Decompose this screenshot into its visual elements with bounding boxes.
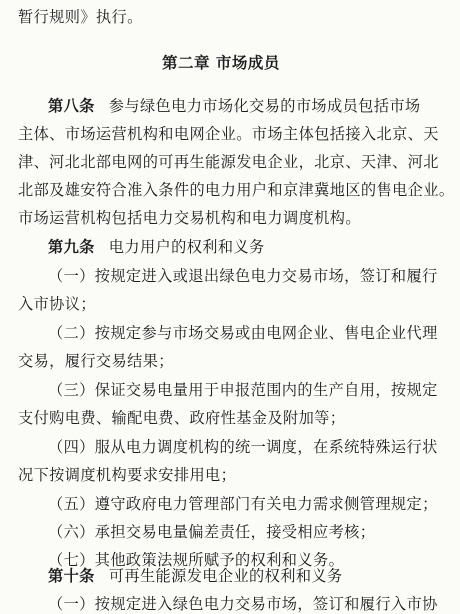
- article-8-number: 第八条: [48, 97, 95, 115]
- article-9-item-1-line-1: （一）按规定进入或退出绿色电力交易市场，签订和履行: [48, 267, 438, 285]
- article-8-line-4: 北部及雄安符合准入条件的电力用户和京津冀地区的售电企业。: [18, 181, 455, 199]
- article-8-line-2: 主体、市场运营机构和电网企业。市场主体包括接入北京、天: [18, 125, 439, 143]
- chapter-heading: 第二章 市场成员: [162, 54, 280, 72]
- article-8-text: 参与绿色电力市场化交易的市场成员包括市场: [108, 97, 421, 115]
- article-9-item-1-line-2: 入市协议；: [18, 295, 96, 313]
- article-9-item-7: （七）其他政策法规所赋予的权利和义务。: [48, 551, 345, 569]
- article-9-title: 电力用户的权利和义务: [108, 238, 265, 256]
- article-10-title: 可再生能源发电企业的权利和义务: [108, 567, 343, 585]
- article-9-item-5: （五）遵守政府电力管理部门有关电力需求侧管理规定；: [48, 495, 438, 513]
- article-9-item-6: （六）承担交易电量偏差责任，接受相应考核；: [48, 523, 376, 541]
- article-10-item-1-line-1: （一）按规定进入绿色电力交易市场，签订和履行入市协: [48, 595, 438, 613]
- article-8-line-3: 津、河北北部电网的可再生能源发电企业，北京、天津、河北: [18, 153, 439, 171]
- article-9-item-3-line-2: 支付购电费、输配电费、政府性基金及附加等；: [18, 409, 346, 427]
- article-10-number: 第十条: [48, 567, 95, 585]
- article-9-item-4-line-1: （四）服从电力调度机构的统一调度，在系统特殊运行状: [48, 438, 438, 456]
- article-8-line-5: 市场运营机构包括电力交易机构和电力调度机构。: [18, 209, 361, 227]
- article-9-number: 第九条: [48, 238, 95, 256]
- article-8-line-1: [48, 96, 421, 116]
- article-9-item-4-line-2: 况下按调度机构要求安排用电；: [18, 466, 237, 484]
- article-9-item-2-line-1: （二）按规定参与市场交易或由电网企业、售电企业代理: [48, 324, 438, 342]
- article-9-item-2-line-2: 交易，履行交易结果；: [18, 352, 174, 370]
- article-9-item-3-line-1: （三）保证交易电量用于申报范围内的生产自用，按规定: [48, 381, 438, 399]
- text-line: 暂行规则》执行。: [18, 8, 143, 26]
- article-10-heading: [48, 566, 343, 586]
- article-9-heading: [48, 237, 265, 257]
